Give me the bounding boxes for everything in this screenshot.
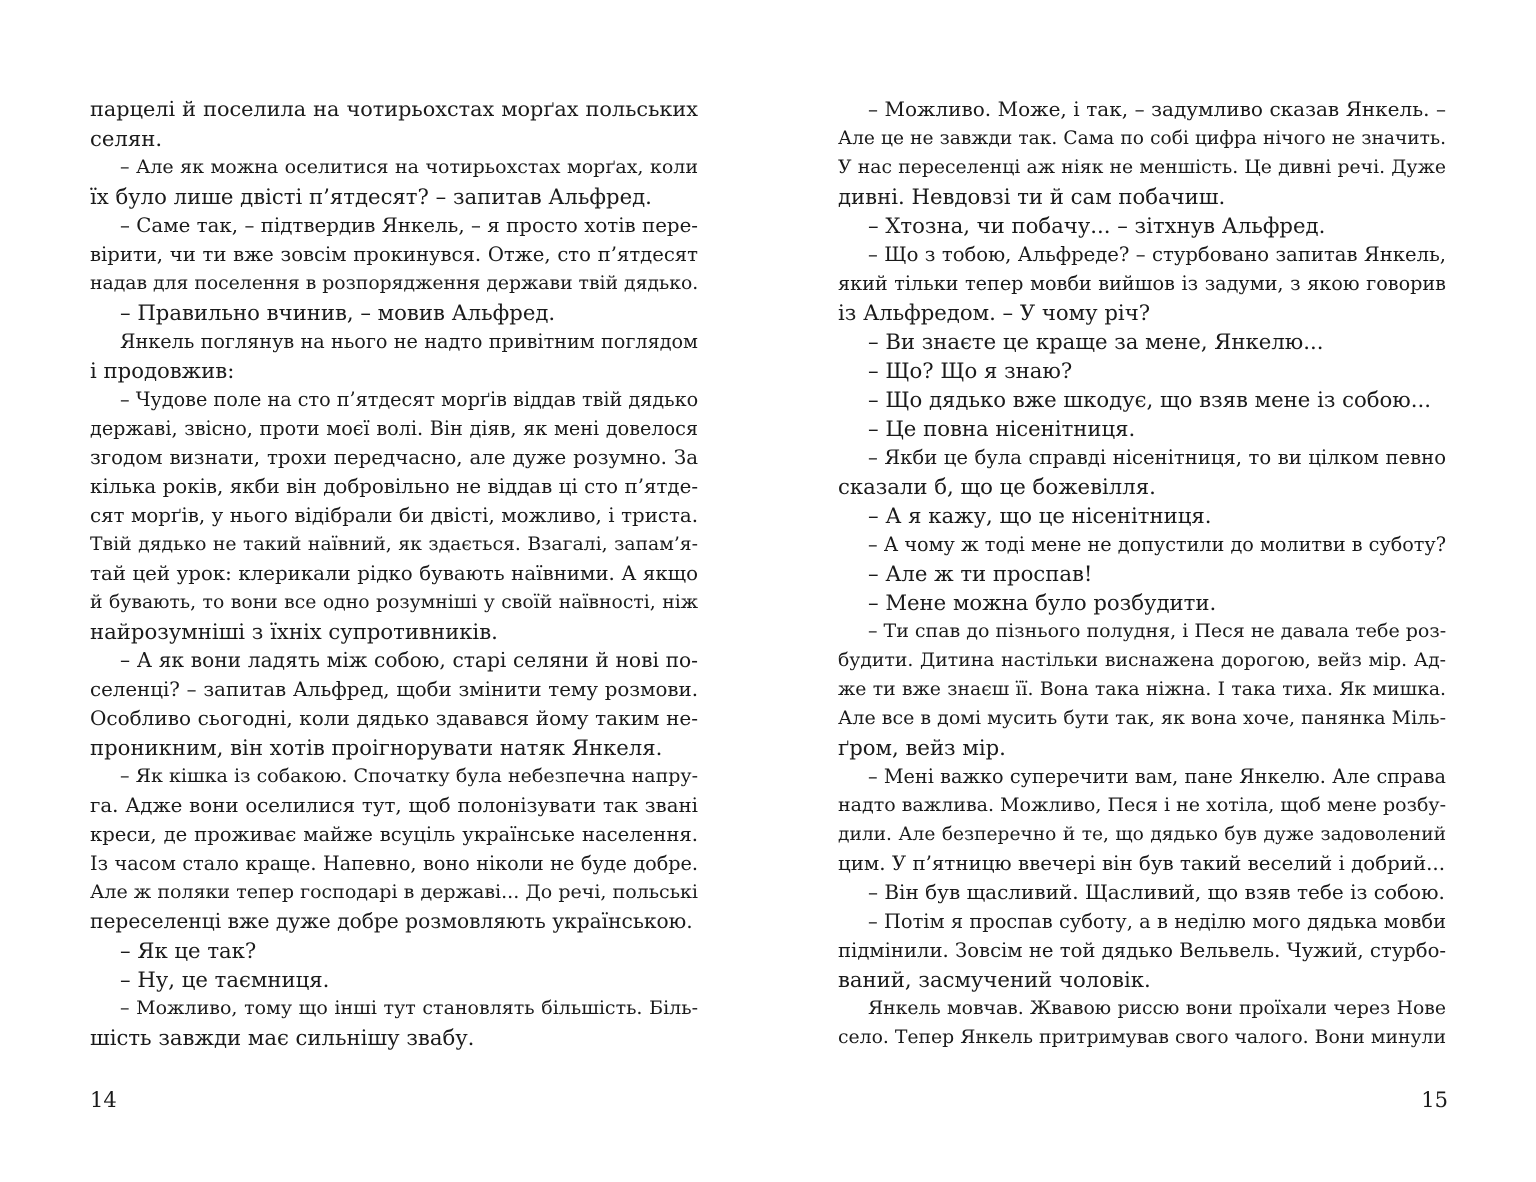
text-line: – Що? Що я знаю? (868, 358, 1073, 383)
text-line: Але все в домі мусить бути так, як вона хоче, панянка Міль- (838, 707, 1446, 729)
text-line: селян. (90, 126, 163, 151)
text-line: кілька років, якби він добровільно не віддав ці сто п’ятде- (90, 475, 698, 498)
text-line: підмінили. Зовсім не той дядько Вельвель. Чужий, стурбо- (838, 939, 1446, 962)
text-line: – Ну, це таємниця. (120, 967, 330, 992)
text-line: ваний, засмучений чоловік. (838, 967, 1151, 992)
text-line: – Але як можна оселитися на чотирьохстах морґах, коли (120, 156, 698, 178)
text-line: парцелі й поселила на чотирьохстах морґах польських (90, 97, 698, 121)
right-page (768, 0, 1536, 1182)
text-line: надав для поселення в розпорядження держави твій дядько. (90, 273, 698, 294)
text-line: Янкель мовчав. Жвавою риссю вони проїхали через Нове (868, 998, 1446, 1019)
text-line: із Альфредом. – У чому річ? (838, 300, 1151, 325)
text-line: надто важлива. Можливо, Песя і не хотіла, щоб мене розбу- (838, 794, 1446, 816)
text-line: – А чому ж тоді мене не допустили до молитви в суботу? (868, 533, 1446, 556)
text-line: – Правильно вчинив, – мовив Альфред. (120, 300, 556, 325)
right-page-text (838, 95, 1446, 1052)
text-line: й бувають, то вони все одно розумніші у своїй наївності, ніж (90, 592, 698, 613)
text-line: – Можливо. Може, і так, – задумливо сказав Янкель. – (868, 97, 1446, 121)
text-line: Янкель поглянув на нього не надто привітним поглядом (120, 330, 698, 353)
text-line: шість завжди має сильнішу звабу. (90, 1025, 475, 1050)
text-line: – Це повна нісенітниця. (868, 416, 1136, 441)
text-line: – Можливо, тому що інші тут становлять більшість. Біль- (120, 997, 698, 1019)
text-line: Твій дядько не такий наївний, як здається. Взагалі, запам’я- (90, 534, 698, 555)
text-line: Але ж поляки тепер господарі в державі... До речі, польські (90, 881, 698, 903)
text-line: – Він був щасливий. Щасливий, що взяв тебе із собою. (868, 880, 1445, 904)
text-line: – Як це так? (120, 938, 257, 963)
text-line: – Саме так, – підтвердив Янкель, – я просто хотів пере- (120, 214, 698, 237)
text-line: – Але ж ти проспав! (868, 561, 1093, 586)
text-line: – Якби це була справді нісенітниця, то ви цілком певно (868, 446, 1446, 469)
text-line: же ти вже знаєш її. Вона така ніжна. І така тиха. Як мишка. (838, 679, 1446, 700)
text-line: ґром, вейз мір. (838, 735, 1006, 760)
text-line: га. Адже вони оселилися тут, щоб полонізувати так звані (90, 794, 698, 817)
text-line: вірити, чи ти вже зовсім прокинувся. Отже, сто п’ятдесят (90, 243, 698, 266)
text-line: переселенці вже дуже добре розмовляють українською. (90, 909, 693, 933)
text-line: – Що дядько вже шкодує, що взяв мене із собою... (868, 387, 1431, 412)
text-line: – Мене можна було розбудити. (868, 590, 1217, 615)
text-line: креси, де проживає майже всуціль українське населення. (90, 823, 698, 846)
text-line: – Що з тобою, Альфреде? – стурбовано запитав Янкель, (868, 243, 1446, 266)
text-line: найрозумніші з їхніх супротивників. (90, 619, 498, 644)
text-line: проникним, він хотів проігнорувати натяк Янкеля. (90, 735, 663, 760)
text-line: – А як вони ладять між собою, старі селяни й нові по- (120, 648, 698, 672)
text-line: сказали б, що це божевілля. (838, 474, 1156, 499)
text-line: державі, звісно, проти моєї волі. Він діяв, як мені довелося (90, 417, 698, 440)
text-line: – Ти спав до пізнього полудня, і Песя не давала тебе роз- (868, 620, 1446, 642)
text-line: – Чудове поле на сто п’ятдесят морґів віддав твій дядько (120, 388, 698, 411)
text-line: село. Тепер Янкель притримував свого чалого. Вони минули (838, 1027, 1446, 1048)
text-line: який тільки тепер мовби вийшов із задуми, з якою говорив (838, 272, 1446, 295)
left-page-text (90, 95, 698, 1052)
page-number-right: 15 (1421, 1088, 1448, 1112)
text-line: Із часом стало краще. Напевно, воно ніколи не буде добре. (90, 852, 698, 875)
text-line: – Мені важко суперечити вам, пане Янкелю. Але справа (868, 765, 1446, 788)
text-line: будити. Дитина настільки виснажена дорогою, вейз мір. Ад- (838, 650, 1446, 671)
text-line: згодом визнати, трохи передчасно, але дуже розумно. За (90, 446, 698, 469)
text-line: їх було лише двісті п’ятдесят? – запитав Альфред. (90, 184, 652, 209)
text-line: дивні. Невдовзі ти й сам побачиш. (838, 184, 1226, 209)
text-line: тай цей урок: клерикали рідко бувають наївними. А якщо (90, 562, 698, 585)
text-line: – А я кажу, що це нісенітниця. (868, 503, 1212, 528)
page-number-left: 14 (90, 1088, 117, 1112)
text-line: цим. У п’ятницю ввечері він був такий веселий і добрий... (838, 852, 1446, 875)
text-line: і продовжив: (90, 358, 235, 383)
text-line: У нас переселенці аж ніяк не меншість. Це дивні речі. Дуже (838, 157, 1446, 178)
text-line: – Ви знаєте це краще за мене, Янкелю... (868, 329, 1324, 354)
text-line: – Як кішка із собакою. Спочатку була небезпечна напру- (120, 765, 698, 787)
text-line: Особливо сьогодні, коли дядько здавався йому таким не- (90, 706, 698, 730)
text-line: – Хтозна, чи побачу... – зітхнув Альфред. (868, 213, 1326, 238)
text-line: – Потім я проспав суботу, а в неділю мого дядька мовби (868, 910, 1446, 933)
text-line: дили. Але безперечно й те, що дядько був дуже задоволений (838, 824, 1446, 845)
text-line: Але це не завжди так. Сама по собі цифра нічого не значить. (838, 128, 1446, 149)
text-line: селенці? – запитав Альфред, щоби змінити тему розмови. (90, 678, 698, 701)
text-line: сят морґів, у нього відібрали би двісті, можливо, і триста. (90, 504, 698, 527)
